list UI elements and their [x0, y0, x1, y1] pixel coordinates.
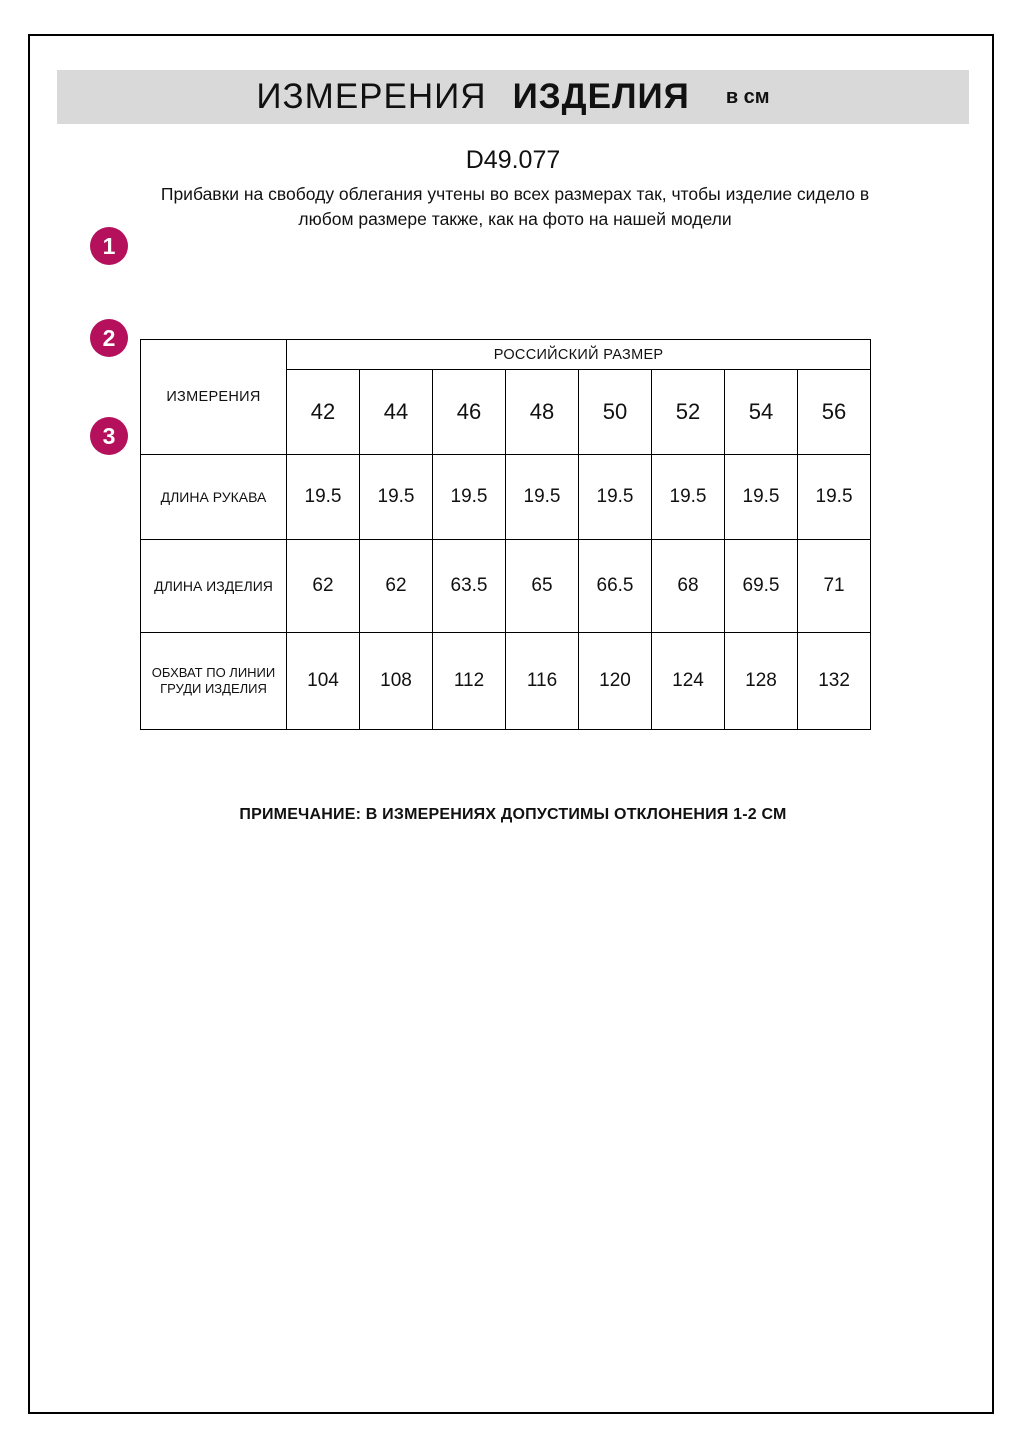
row-label-sleeve-length: ДЛИНА РУКАВА	[141, 455, 287, 540]
cell-r2-c4: 65	[506, 540, 579, 633]
table-header-group-row	[141, 340, 871, 370]
article-code: D49.077	[465, 146, 561, 174]
title-product: ИЗДЕЛИЯ	[512, 77, 690, 116]
size-col-46: 46	[433, 370, 506, 455]
cell-r2-c1: 62	[287, 540, 360, 633]
size-col-48: 48	[506, 370, 579, 455]
cell-r1-c8: 19.5	[798, 455, 871, 540]
note-text: ПРИМЕЧАНИЕ: В ИЗМЕРЕНИЯХ ДОПУСТИМЫ ОТКЛОНЕНИЯ 1-2 СМ	[239, 806, 787, 823]
cell-r3-c2: 108	[360, 633, 433, 730]
row-badge-3: 3	[90, 417, 128, 455]
document-title-band	[57, 70, 969, 124]
cell-r1-c5: 19.5	[579, 455, 652, 540]
row-label-product-length: ДЛИНА ИЗДЕЛИЯ	[141, 540, 287, 633]
cell-r1-c4: 19.5	[506, 455, 579, 540]
table-row	[141, 633, 871, 730]
size-col-42: 42	[287, 370, 360, 455]
cell-r1-c1: 19.5	[287, 455, 360, 540]
size-col-50: 50	[579, 370, 652, 455]
size-col-56: 56	[798, 370, 871, 455]
row-badge-2: 2	[90, 319, 128, 357]
cell-r2-c5: 66.5	[579, 540, 652, 633]
cell-r1-c7: 19.5	[725, 455, 798, 540]
size-col-54: 54	[725, 370, 798, 455]
size-table-wrapper	[140, 339, 870, 730]
cell-r1-c3: 19.5	[433, 455, 506, 540]
cell-r3-c6: 124	[652, 633, 725, 730]
table-row	[141, 455, 871, 540]
size-col-44: 44	[360, 370, 433, 455]
cell-r3-c4: 116	[506, 633, 579, 730]
size-col-52: 52	[652, 370, 725, 455]
cell-r1-c2: 19.5	[360, 455, 433, 540]
row-badge-1: 1	[90, 227, 128, 265]
row-label-chest-girth: ОБХВАТ ПО ЛИНИИ ГРУДИ ИЗДЕЛИЯ	[141, 633, 287, 730]
table-row	[141, 540, 871, 633]
table-group-header: РОССИЙСКИЙ РАЗМЕР	[287, 340, 871, 370]
cell-r2-c3: 63.5	[433, 540, 506, 633]
cell-r2-c6: 68	[652, 540, 725, 633]
page-frame	[28, 34, 994, 1414]
cell-r2-c8: 71	[798, 540, 871, 633]
size-table	[140, 339, 871, 730]
cell-r3-c7: 128	[725, 633, 798, 730]
title-measurements: ИЗМЕРЕНИЯ	[256, 77, 487, 116]
cell-r2-c7: 69.5	[725, 540, 798, 633]
table-corner-label: ИЗМЕРЕНИЯ	[141, 340, 287, 455]
intro-text: Прибавки на свободу облегания учтены во всех размерах так, чтобы изделие сидело в любом размере также, как на фото на нашей модели	[160, 184, 870, 229]
cell-r3-c8: 132	[798, 633, 871, 730]
cell-r3-c1: 104	[287, 633, 360, 730]
cell-r3-c5: 120	[579, 633, 652, 730]
cell-r2-c2: 62	[360, 540, 433, 633]
title-unit: в см	[725, 85, 770, 108]
cell-r3-c3: 112	[433, 633, 506, 730]
cell-r1-c6: 19.5	[652, 455, 725, 540]
